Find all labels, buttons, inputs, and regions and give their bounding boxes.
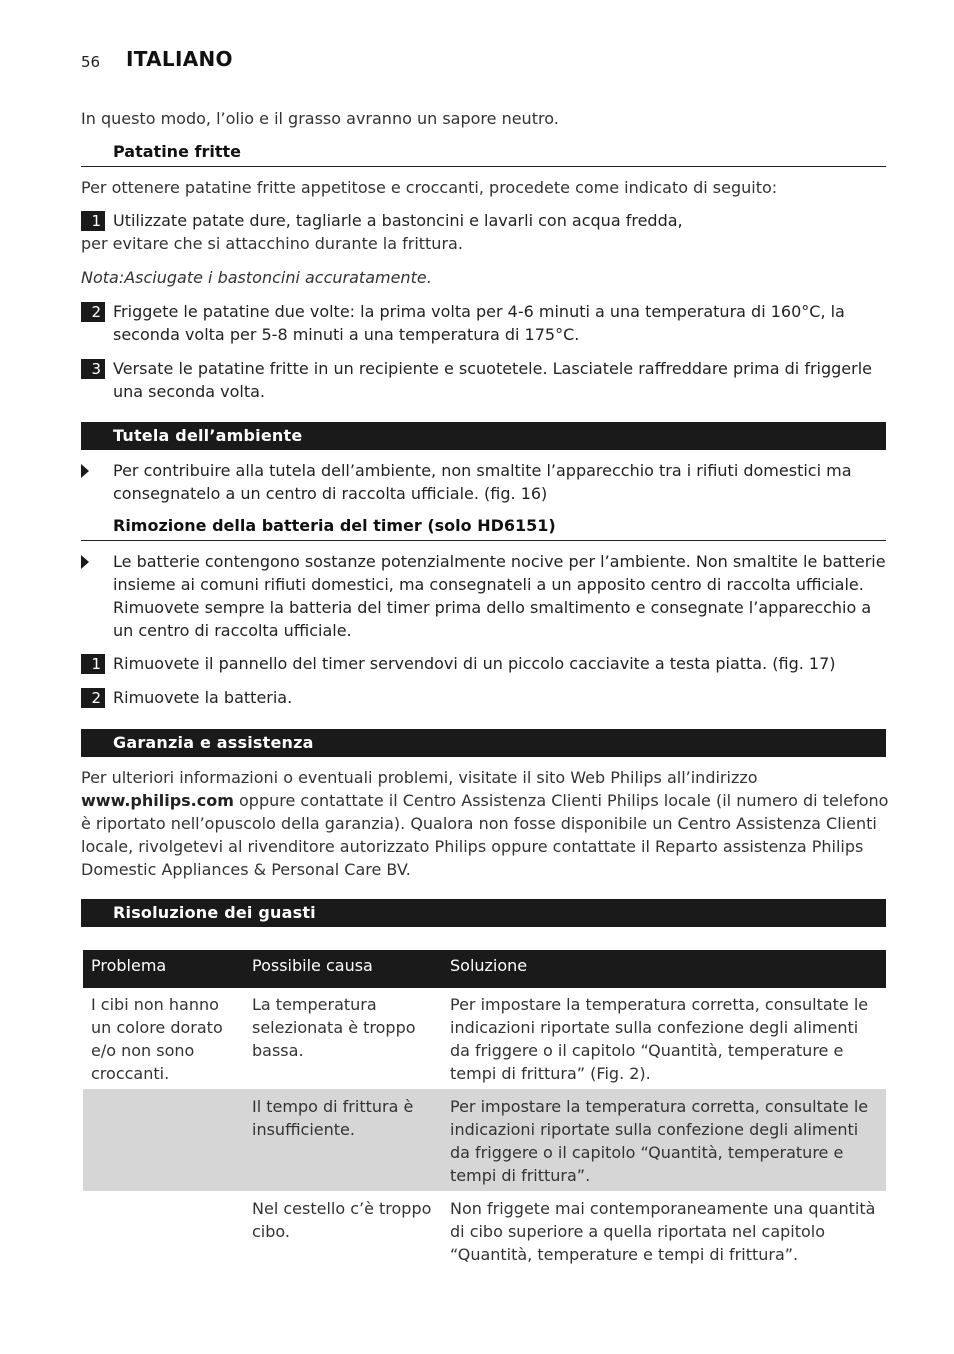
environment-bullet-1: Per contribuire alla tutela dell’ambiente, non smaltite l’apparecchio tra i rifiuti domestici ma consegnatelo a un centro di raccolta ufficiale. (fig. 16)	[113, 461, 852, 503]
language-title: ITALIANO	[126, 47, 233, 71]
troubleshooting-heading-bar	[81, 899, 886, 927]
warranty-heading-bar	[81, 729, 886, 757]
warranty-text-b: oppure contattate il Centro Assistenza Clienti Philips locale (il numero di telefono è riportato nell’opuscolo della garanzia). Qualora non fosse disponibile un Centro Assistenza Clienti locale, rivolgetevi al rivenditore autorizzato Philips oppure contattate il Reparto assistenza Philips Domestic Appliances & Personal Care BV.	[81, 791, 889, 879]
column-header-problem: Problema	[91, 956, 167, 975]
battery-step-1: Rimuovete il pannello del timer servendovi di un piccolo cacciavite a testa piatta. (fig. 17)	[113, 654, 836, 673]
environment-heading: Tutela dell’ambiente	[113, 426, 303, 445]
battery-bullet: Le batterie contengono sostanze potenzialmente nocive per l’ambiente. Non smaltite le batterie insieme ai comuni rifiuti domestici, ma consegnateli a un apposito centro di raccolta ufficiale. Rimuovete sempre la batteria del timer prima dello smaltimento e consegnate l’apparecchio a un centro di raccolta ufficiale.	[113, 552, 886, 640]
warranty-paragraph	[81, 766, 891, 881]
troubleshooting-heading: Risoluzione dei guasti	[113, 903, 316, 922]
step-number: 1	[81, 654, 105, 674]
fries-step-2: Friggete le patatine due volte: la prima volta per 4-6 minuti a una temperatura di 160°C, la seconda volta per 5-8 minuti a una temperatura di 175°C.	[113, 302, 845, 344]
philips-website-link[interactable]: www.philips.com	[81, 791, 234, 810]
battery-step-2: Rimuovete la batteria.	[113, 688, 293, 707]
fries-step-3: Versate le patatine fritte in un recipiente e scuotetele. Lasciatele raffreddare prima di friggerle una seconda volta.	[113, 359, 872, 401]
intro-paragraph: In questo modo, l’olio e il grasso avranno un sapore neutro.	[81, 109, 559, 128]
table-row	[83, 1089, 886, 1191]
cause-cell: La temperatura selezionata è troppo bassa.	[252, 995, 416, 1060]
table-row	[83, 988, 886, 1089]
fries-heading	[81, 142, 886, 167]
step-number: 3	[81, 359, 105, 379]
table-row	[83, 1191, 886, 1275]
column-header-cause: Possibile causa	[252, 956, 373, 975]
fries-step-1-continued: per evitare che si attacchino durante la frittura.	[81, 234, 463, 253]
battery-heading	[81, 516, 886, 541]
bullet-triangle-icon	[81, 464, 89, 478]
warranty-heading: Garanzia e assistenza	[113, 733, 314, 752]
warranty-text-a: Per ulteriori informazioni o eventuali problemi, visitate il sito Web Philips all’indirizzo	[81, 768, 758, 787]
solution-cell: Non friggete mai contemporaneamente una quantità di cibo superiore a quella riportata nel capitolo “Quantità, temperature e tempi di frittura”.	[450, 1199, 876, 1264]
solution-cell: Per impostare la temperatura corretta, consultate le indicazioni riportate sulla confezione degli alimenti da friggere o il capitolo “Quantità, temperature e tempi di frittura”.	[450, 1097, 869, 1185]
solution-cell: Per impostare la temperatura corretta, consultate le indicazioni riportate sulla confezione degli alimenti da friggere o il capitolo “Quantità, temperature e tempi di frittura” (Fig. 2).	[450, 995, 869, 1083]
problem-cell: I cibi non hanno un colore dorato e/o non sono croccanti.	[91, 995, 223, 1083]
cause-cell: Nel cestello c’è troppo cibo.	[252, 1199, 432, 1241]
fries-note: Nota:Asciugate i bastoncini accuratamente.	[81, 268, 432, 287]
step-number: 2	[81, 688, 105, 708]
environment-heading-bar	[81, 422, 886, 450]
fries-heading-text: Patatine fritte	[113, 142, 241, 161]
step-number: 2	[81, 302, 105, 322]
bullet-triangle-icon	[81, 555, 89, 569]
cause-cell: Il tempo di frittura è insufficiente.	[252, 1097, 414, 1139]
table-header	[83, 950, 886, 988]
step-number: 1	[81, 211, 105, 231]
battery-heading-text: Rimozione della batteria del timer (solo HD6151)	[113, 516, 556, 535]
fries-step-1: Utilizzate patate dure, tagliarle a bastoncini e lavarli con acqua fredda,	[113, 211, 683, 230]
column-header-solution: Soluzione	[450, 956, 528, 975]
fries-intro: Per ottenere patatine fritte appetitose e croccanti, procedete come indicato di seguito:	[81, 178, 778, 197]
page-number: 56	[81, 53, 101, 71]
